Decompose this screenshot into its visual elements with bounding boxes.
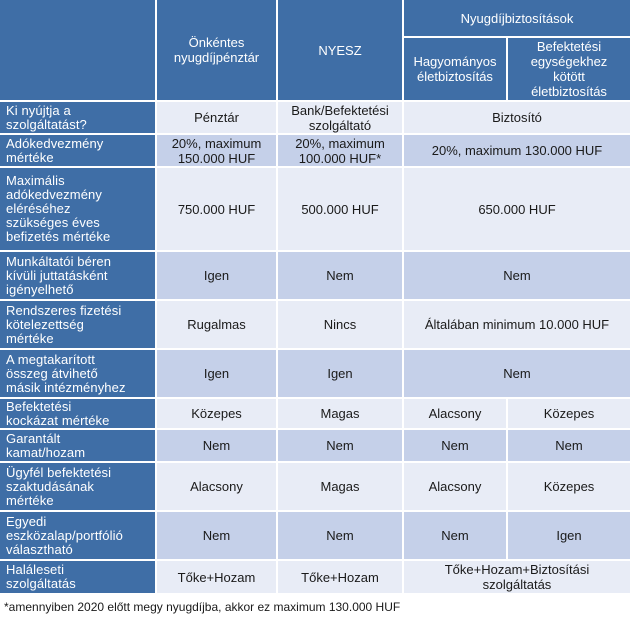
header-nyesz: NYESZ: [278, 0, 404, 102]
table-cell: Igen: [508, 512, 632, 561]
table-cell: 750.000 HUF: [157, 168, 278, 252]
row-label: Rendszeres fizetési kötelezettség mértéke: [0, 301, 157, 350]
table-cell: Nem: [404, 252, 632, 301]
table-cell: Nem: [404, 350, 632, 399]
row-label: Ki nyújtja a szolgáltatást?: [0, 102, 157, 135]
row-label: Befektetési kockázat mértéke: [0, 399, 157, 430]
table-cell: Nem: [404, 512, 508, 561]
table-cell: Közepes: [508, 463, 632, 512]
table-cell: 650.000 HUF: [404, 168, 632, 252]
table-cell: Bank/Befektetési szolgáltató: [278, 102, 404, 135]
table-cell: Általában minimum 10.000 HUF: [404, 301, 632, 350]
table-cell: Tőke+Hozam+Biztosítási szolgáltatás: [404, 561, 632, 595]
table-cell: Nem: [508, 430, 632, 463]
table-cell: Nincs: [278, 301, 404, 350]
table-cell: Igen: [157, 252, 278, 301]
table-cell: Igen: [278, 350, 404, 399]
table-cell: Pénztár: [157, 102, 278, 135]
table-cell: Közepes: [508, 399, 632, 430]
row-label: Garantált kamat/hozam: [0, 430, 157, 463]
row-label: A megtakarított összeg átvihető másik intézményhez: [0, 350, 157, 399]
table-cell: Rugalmas: [157, 301, 278, 350]
table-cell: 20%, maximum 100.000 HUF*: [278, 135, 404, 168]
table-cell: Közepes: [157, 399, 278, 430]
row-label: Haláleseti szolgáltatás: [0, 561, 157, 595]
header-befektetesi: Befektetési egységekhez kötött életbiztosítás: [508, 38, 632, 102]
table-cell: Alacsony: [157, 463, 278, 512]
table-cell: Tőke+Hozam: [278, 561, 404, 595]
row-label: Ügyfél befektetési szaktudásának mértéke: [0, 463, 157, 512]
table-cell: Igen: [157, 350, 278, 399]
table-cell: Nem: [157, 430, 278, 463]
table-cell: Nem: [157, 512, 278, 561]
table-cell: Alacsony: [404, 463, 508, 512]
header-onkentes: Önkéntes nyugdíjpénztár: [157, 0, 278, 102]
row-label: Munkáltatói béren kívüli juttatásként igényelhető: [0, 252, 157, 301]
row-label: Adókedvezmény mértéke: [0, 135, 157, 168]
table-cell: Tőke+Hozam: [157, 561, 278, 595]
table-cell: Nem: [278, 512, 404, 561]
header-hagyomanyos: Hagyományos életbiztosítás: [404, 38, 508, 102]
table-cell: 500.000 HUF: [278, 168, 404, 252]
header-corner: [0, 0, 157, 102]
table-cell: 20%, maximum 150.000 HUF: [157, 135, 278, 168]
footnote: *amennyiben 2020 előtt megy nyugdíjba, akkor ez maximum 130.000 HUF: [4, 600, 401, 614]
table-cell: Magas: [278, 463, 404, 512]
table-cell: Nem: [278, 252, 404, 301]
row-label: Maximális adókedvezmény eléréséhez szükséges éves befizetés mértéke: [0, 168, 157, 252]
table-cell: Nem: [278, 430, 404, 463]
table-cell: Biztosító: [404, 102, 632, 135]
row-label: Egyedi eszközalap/portfólió választható: [0, 512, 157, 561]
table-cell: Magas: [278, 399, 404, 430]
table-cell: Nem: [404, 430, 508, 463]
header-nyugdijbiztositasok: Nyugdíjbiztosítások: [404, 0, 632, 38]
table-cell: 20%, maximum 130.000 HUF: [404, 135, 632, 168]
table-cell: Alacsony: [404, 399, 508, 430]
